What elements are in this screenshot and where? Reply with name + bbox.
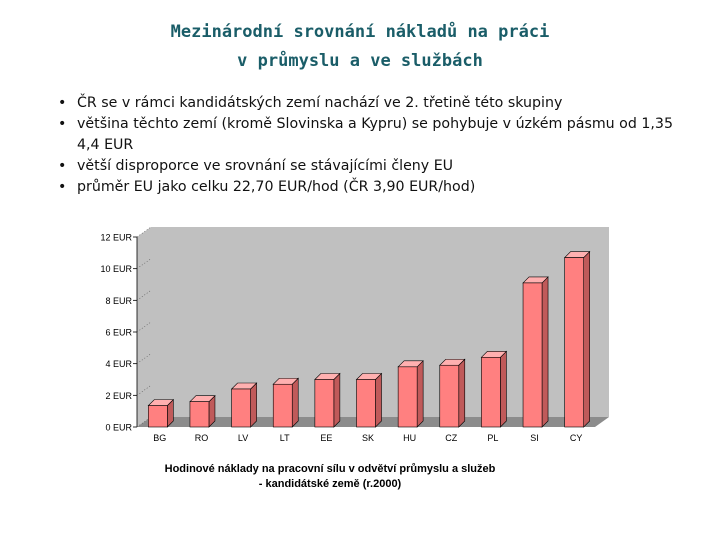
y-tick-label: 4 EUR — [105, 359, 132, 370]
bar-side — [542, 277, 548, 427]
y-tick-label: 0 EUR — [105, 422, 132, 433]
chart-side-wall — [137, 227, 151, 427]
y-tick-label: 6 EUR — [105, 327, 132, 338]
bar — [190, 402, 209, 427]
bar — [481, 357, 500, 427]
bullet-text: ČR se v rámci kandidátských zemí nachází ve 2. třetině této skupiny — [77, 95, 563, 111]
bar — [315, 380, 334, 428]
bar-side — [334, 374, 340, 428]
bullet-text: většina těchto zemí (kromě Slovinska a Kypru) se pohybuje v úzkém pásmu od 1,35 4,4 EUR — [77, 116, 673, 153]
bar — [273, 384, 292, 427]
bar — [523, 283, 542, 427]
bullet-dot: • — [58, 116, 67, 132]
y-tick-label: 12 EUR — [100, 232, 132, 243]
x-tick-label: PL — [487, 433, 499, 443]
chart-subtitle: - kandidátské země (r.2000) — [258, 478, 402, 490]
title-line-2: v průmyslu a ve službách — [237, 51, 483, 71]
bar — [148, 406, 167, 427]
bar-side — [584, 252, 590, 427]
bullet-text: průměr EU jako celku 22,70 EUR/hod (ČR 3,90 EUR/hod) — [77, 179, 476, 195]
bar-side — [376, 374, 382, 428]
bar — [357, 380, 376, 428]
bar-side — [292, 378, 298, 427]
x-tick-label: CZ — [445, 433, 458, 443]
x-tick-label: LV — [237, 433, 249, 443]
x-tick-label: HU — [403, 433, 417, 443]
x-tick-label: SI — [530, 433, 539, 443]
bar — [232, 389, 251, 427]
bar-side — [459, 359, 465, 427]
x-tick-label: EE — [320, 433, 333, 443]
y-tick-label: 8 EUR — [105, 295, 132, 306]
bar-side — [251, 383, 257, 427]
chart-caption — [140, 462, 520, 492]
bar-side — [417, 361, 423, 427]
x-tick-label: RO — [194, 433, 209, 443]
bullet-dot: • — [58, 179, 67, 195]
bar — [398, 367, 417, 427]
x-tick-label: BG — [153, 433, 167, 443]
x-tick-label: SK — [361, 433, 375, 443]
bar — [440, 365, 459, 427]
x-tick-label: CY — [569, 433, 583, 443]
bar-side — [500, 351, 506, 427]
chart-title: Hodinové náklady na pracovní sílu v odvětví průmyslu a služeb — [164, 463, 496, 475]
bullet-dot: • — [58, 95, 67, 111]
y-tick-label: 2 EUR — [105, 390, 132, 401]
x-tick-label: LT — [279, 433, 290, 443]
bullet-dot: • — [58, 158, 67, 174]
bar — [565, 258, 584, 427]
y-tick-label: 10 EUR — [100, 264, 132, 275]
bullet-text: větší disproporce ve srovnání se stávajícími členy EU — [77, 158, 454, 174]
title-line-1: Mezinárodní srovnání nákladů na práci — [170, 22, 550, 42]
